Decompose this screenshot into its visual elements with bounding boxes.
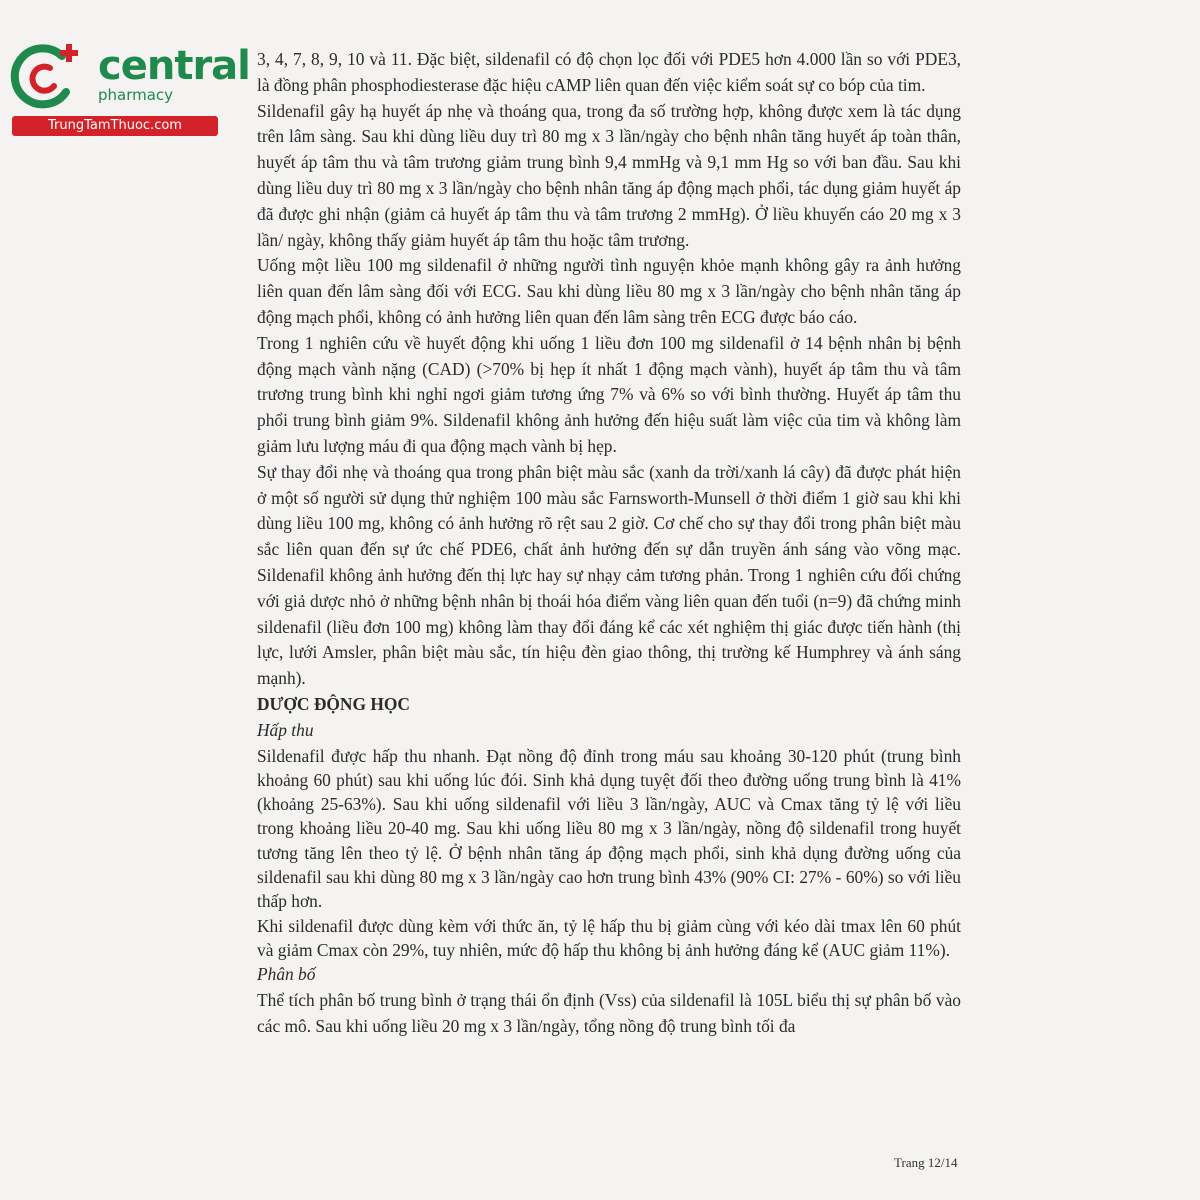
page-number: Trang 12/14 (894, 1155, 958, 1170)
logo-site-band: TrungTamThuoc.com (12, 116, 218, 136)
paragraph-ecg: Uống một liều 100 mg sildenafil ở những người tình nguyện khỏe mạnh không gây ra ảnh hưởng liên quan đến lâm sàng đối với ECG. Sau khi dùng liều 80 mg x 3 lần/ngày cho bệnh nhân tăng áp động mạch phổi, không có ảnh hưởng liên quan đến lâm sàng trên ECG được báo cáo. (257, 255, 961, 327)
paragraph-color-vision: Sự thay đổi nhẹ và thoáng qua trong phân biệt màu sắc (xanh da trời/xanh lá cây) đã được phát hiện ở một số người sử dụng thử nghiệm 100 màu sắc Farnsworth-Munsell ở thời điểm 1 giờ sau khi khi dùng liều 100 mg, không có ảnh hưởng rõ rệt sau 2 giờ. Cơ chế cho sự thay đổi trong phân biệt màu sắc liên quan đến sự ức chế PDE6, chất ảnh hưởng đến sự dẫn truyền ánh sáng vào võng mạc. Sildenafil không ảnh hưởng đến thị lực hay sự nhạy cảm tương phản. Trong 1 nghiên cứu đối chứng với giả dược nhỏ ở những bệnh nhân bị thoái hóa điểm vàng liên quan đến tuổi (n=9) đã chứng minh sildenafil (liều đơn 100 mg) không làm thay đổi đáng kể các xét nghiệm thị giác được tiến hành (thị lực, lưới Amsler, phân biệt màu sắc, tín hiệu đèn giao thông, thị trường kế Humphrey và ánh sáng mạnh). (257, 461, 961, 689)
document-body (257, 47, 961, 1040)
pharmacy-cross-logo-icon (10, 42, 88, 112)
paragraph-hemodynamics: Trong 1 nghiên cứu về huyết động khi uống 1 liều đơn 100 mg sildenafil ở 14 bệnh nhân bị bệnh động mạch vành nặng (CAD) (>70% bị hẹp ít nhất 1 động mạch vành), huyết áp tâm thu và tâm trương trung bình khi nghỉ ngơi giảm tương ứng 7% và 6% so với bình thường. Huyết áp tâm thu phổi trung bình giảm 9%. Sildenafil không ảnh hưởng đến hiệu suất làm việc của tim và không làm giảm lưu lượng máu đi qua động mạch vành bị hẹp. (257, 332, 961, 456)
paragraph-blood-pressure: Sildenafil gây hạ huyết áp nhẹ và thoáng qua, trong đa số trường hợp, không được xem là tác dụng trên lâm sàng. Sau khi dùng liều duy trì 80 mg x 3 lần/ngày cho bệnh nhân tăng huyết áp toàn thân, huyết áp tâm thu và tâm trương giảm trung bình 9,4 mmHg và 9,1 mm Hg so với ban đầu. Sau khi dùng liều duy trì 80 mg x 3 lần/ngày cho bệnh nhân tăng áp động mạch phổi, tác dụng giảm huyết áp đã được ghi nhận (giảm cả huyết áp tâm thu và tâm trương 2 mmHg). Ở liều khuyến cáo 20 mg x 3 lần/ ngày, không thấy giảm huyết áp tâm thu hoặc tâm trương. (257, 100, 961, 250)
logo-tagline: pharmacy (98, 86, 174, 104)
subheading-absorption: Hấp thu (257, 719, 314, 740)
section-heading-pharmacokinetics: DƯỢC ĐỘNG HỌC (257, 693, 410, 714)
subheading-distribution: Phân bố (257, 964, 316, 985)
paragraph-distribution-1: Thể tích phân bố trung bình ở trạng thái ổn định (Vss) của sildenafil là 105L biểu thị sự phân bố vào các mô. Sau khi uống liều 20 mg x 3 lần/ngày, tổng nồng độ trung bình tối đa (257, 989, 961, 1036)
central-pharmacy-logo (10, 36, 250, 136)
paragraph-absorption-1: Sildenafil được hấp thu nhanh. Đạt nồng độ đỉnh trong máu sau khoảng 30-120 phút (trung bình khoảng 60 phút) sau khi uống lúc đói. Sinh khả dụng tuyệt đối theo đường uống trung bình là 41% (khoảng 25-63%). Sau khi uống sildenafil với liều 3 lần/ngày, AUC và Cmax tăng tỷ lệ với liều trong khoảng liều 20-40 mg. Sau khi uống liều 80 mg x 3 lần/ngày, nồng độ sildenafil trong huyết tương tăng lên theo tỷ lệ. Ở bệnh nhân tăng áp động mạch phổi, sinh khả dụng đường uống của sildenafil sau khi dùng 80 mg x 3 lần/ngày cao hơn trung bình 43% (90% CI: 27% - 60%) so với liều thấp hơn. (257, 745, 961, 912)
paragraph-pde5-selectivity: 3, 4, 7, 8, 9, 10 và 11. Đặc biệt, sildenafil có độ chọn lọc đối với PDE5 hơn 4.000 lần so với PDE3, là đồng phân phosphodiesterase đặc hiệu cAMP liên quan đến việc kiểm soát sự co bóp của tim. (257, 49, 961, 95)
paragraph-absorption-2: Khi sildenafil được dùng kèm với thức ăn, tỷ lệ hấp thu bị giảm cùng với kéo dài tmax lên 60 phút và giảm Cmax còn 29%, tuy nhiên, mức độ hấp thu không bị ảnh hưởng đáng kể (AUC giảm 11%). (257, 915, 961, 960)
logo-wordmark: central (98, 43, 250, 89)
